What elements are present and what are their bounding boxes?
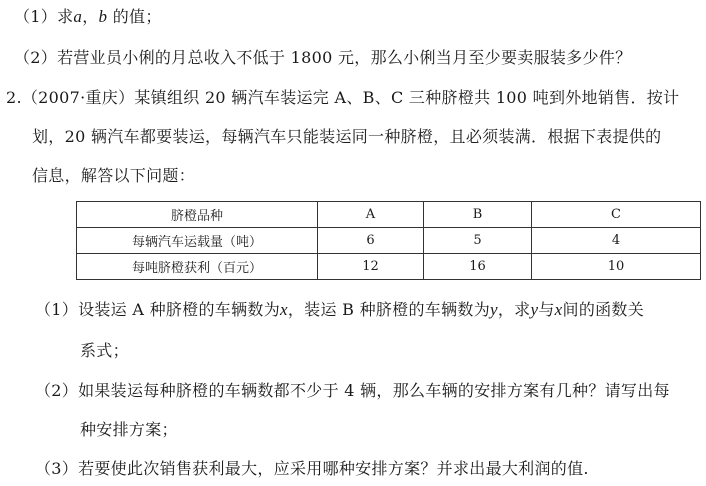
sq1-part-a: （1）设装运 A 种脐橙的车辆数为 xyxy=(35,300,281,319)
subquestion-2-continuation: 种安排方案； xyxy=(80,420,178,439)
var-x: x xyxy=(554,300,563,319)
table-cell: 每辆汽车运载量（吨） xyxy=(77,228,318,254)
table-cell: 4 xyxy=(532,228,701,254)
table-row xyxy=(77,254,701,280)
q1-suffix: 的值； xyxy=(107,7,162,26)
problem-2-line-3: 信息，解答以下问题： xyxy=(32,166,196,185)
table-header-cell: A xyxy=(318,202,424,228)
table-cell: 16 xyxy=(424,254,532,280)
var-b: b xyxy=(98,7,108,26)
subquestion-3-line: （3）若要使此次销售获利最大，应采用哪种安排方案？并求出最大利润的值. xyxy=(35,459,589,478)
table-cell: 每吨脐橙获利（百元） xyxy=(77,254,318,280)
var-a: a xyxy=(73,7,83,26)
subquestion-2-line: （2）如果装运每种脐橙的车辆数都不少于 4 辆，那么车辆的安排方案有几种？请写出每 xyxy=(35,381,670,400)
table-row xyxy=(77,228,701,254)
var-y: y xyxy=(530,300,539,319)
question-1-line xyxy=(14,7,162,27)
q1-comma: ， xyxy=(82,7,99,26)
table-header-row xyxy=(77,202,701,228)
table-cell: 6 xyxy=(318,228,424,254)
sq1-part-c: ，求 xyxy=(497,300,531,319)
var-y: y xyxy=(490,300,498,319)
problem-2-line-2: 划，20 辆汽车都要装运，每辆汽车只能装运同一种脐橙，且必须装满．根据下表提供的 xyxy=(32,127,662,146)
table-cell: 12 xyxy=(318,254,424,280)
subquestion-1-line xyxy=(35,300,644,320)
table-cell: 10 xyxy=(532,254,701,280)
problem-2-line-1: 2.（2007·重庆）某镇组织 20 辆汽车装运完 A、B、C 三种脐橙共 100 吨到外地销售．按计 xyxy=(6,88,680,107)
question-2-line: （2）若营业员小俐的月总收入不低于 1800 元，那么小俐当月至少要卖服装多少件？ xyxy=(14,48,632,67)
orange-data-table xyxy=(76,201,701,280)
table-header-cell: B xyxy=(424,202,532,228)
q1-prefix: （1）求 xyxy=(14,7,74,26)
table-header-cell: C xyxy=(532,202,701,228)
var-x: x xyxy=(280,300,288,319)
sq1-part-b: ，装运 B 种脐橙的车辆数为 xyxy=(287,300,491,319)
sq1-part-e: 间的函数关 xyxy=(562,300,645,319)
subquestion-1-continuation: 系式； xyxy=(80,341,129,360)
table-header-cell: 脐橙品种 xyxy=(77,202,318,228)
table-cell: 5 xyxy=(424,228,532,254)
sq1-part-d: 与 xyxy=(538,300,555,319)
